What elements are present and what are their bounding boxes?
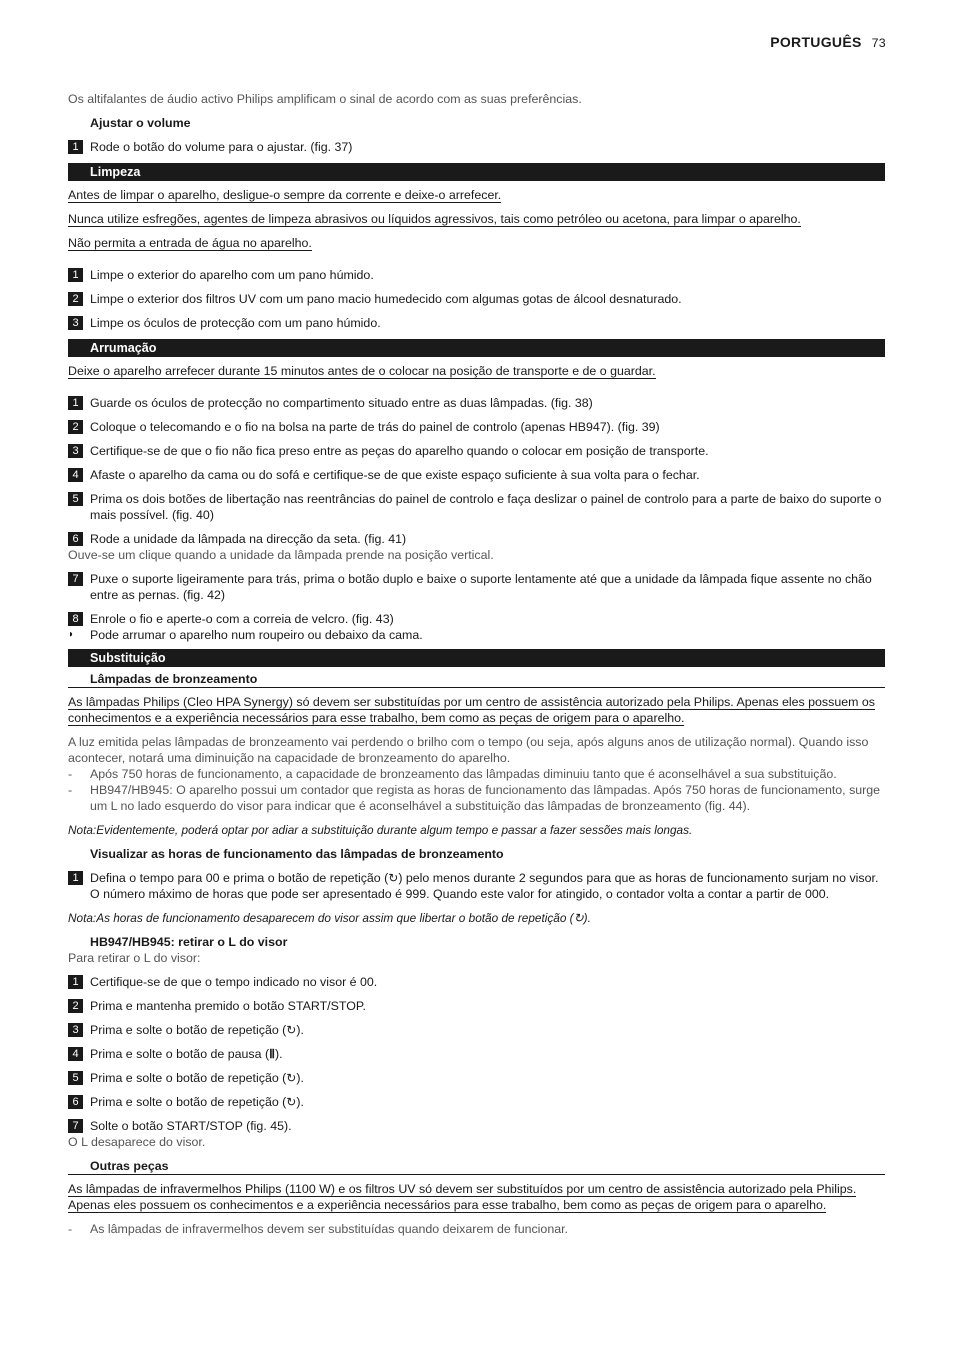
repeat-icon: ↻ (286, 1023, 297, 1037)
warning-text: Nunca utilize esfregões, agentes de limpeza abrasivos ou líquidos agressivos, tais como petróleo ou acetona, para limpar o aparelho. (68, 212, 801, 226)
section-substituicao: Substituição (68, 649, 885, 667)
warning-text: As lâmpadas de infravermelhos Philips (1100 W) e os filtros UV só devem ser substituídos por um centro de assistência autorizado pela Philips. Apenas eles possuem os conhecimentos e a experiência necessários para esse trabalho, bem como as peças de origem para o aparelho. (68, 1182, 857, 1212)
section-limpeza: Limpeza (68, 163, 885, 181)
pause-icon: Ⅱ (269, 1047, 275, 1061)
step-number: 1 (68, 140, 83, 154)
repeat-icon: ↻ (573, 911, 584, 925)
list-item: 8 Enrole o fio e aperte-o com a correia de velcro. (fig. 43) (68, 611, 885, 627)
page-header (770, 34, 886, 50)
repeat-icon: ↻ (286, 1071, 297, 1085)
list-item: - HB947/HB945: O aparelho possui um contador que regista as horas de funcionamento das lâmpadas. Após 750 horas de funcionamento, surge um L no lado esquerdo do visor para indicar que é aconselhável a substituição das lâmpadas de bronzeamento (fig. 44). (68, 783, 881, 813)
language-label: PORTUGUÊS (770, 34, 862, 50)
warning-text: Antes de limpar o aparelho, desligue-o sempre da corrente e deixe-o arrefecer. (68, 188, 502, 202)
list-item: 3 Limpe os óculos de protecção com um pano húmido. (68, 315, 885, 331)
list-item: 2 Prima e mantenha premido o botão START/STOP. (68, 998, 885, 1014)
hb-intro: Para retirar o L do visor: (68, 951, 201, 965)
warning-text: Não permita a entrada de água no aparelho. (68, 236, 312, 250)
list-item: 7 Solte o botão START/STOP (fig. 45). (68, 1118, 885, 1134)
list-item: - Após 750 horas de funcionamento, a capacidade de bronzeamento das lâmpadas diminuiu tanto que é aconselhável a sua substituição. (68, 767, 837, 781)
list-item: ◗ Pode arrumar o aparelho num roupeiro ou debaixo da cama. (68, 628, 423, 642)
intro-text: Os altifalantes de áudio activo Philips amplificam o sinal de acordo com as suas preferências. (68, 92, 582, 106)
list-item: 3 Prima e solte o botão de repetição (↻). (68, 1022, 885, 1038)
bullet-icon: ◗ (68, 629, 75, 640)
warning-text: Deixe o aparelho arrefecer durante 15 minutos antes de o colocar na posição de transporte e de o guardar. (68, 364, 656, 378)
list-item: 6 Rode a unidade da lâmpada na direcção da seta. (fig. 41) (68, 531, 885, 547)
list-item: 6 Prima e solte o botão de repetição (↻). (68, 1094, 885, 1110)
step-result: O L desaparece do visor. (68, 1135, 206, 1149)
volume-title: Ajustar o volume (90, 116, 191, 130)
list-item: 5 Prima e solte o botão de repetição (↻). (68, 1070, 885, 1086)
list-item: 1 Certifique-se de que o tempo indicado no visor é 00. (68, 974, 885, 990)
section-arrumacao: Arrumação (68, 339, 885, 357)
repeat-icon: ↻ (286, 1095, 297, 1109)
hb-title: HB947/HB945: retirar o L do visor (90, 935, 288, 949)
other-title: Outras peças (68, 1158, 885, 1175)
list-item: 1 Limpe o exterior do aparelho com um pano húmido. (68, 267, 885, 283)
note-text: Nota:As horas de funcionamento desaparecem do visor assim que libertar o botão de repetição (↻). (68, 911, 591, 925)
list-item: 1 Rode o botão do volume para o ajustar. (fig. 37) (68, 139, 885, 155)
list-item: 1 Guarde os óculos de protecção no compartimento situado entre as duas lâmpadas. (fig. 38) (68, 395, 885, 411)
page-number: 73 (871, 36, 886, 50)
list-item: 2 Limpe o exterior dos filtros UV com um pano macio humedecido com algumas gotas de álcool desnaturado. (68, 291, 885, 307)
list-item: 2 Coloque o telecomando e o fio na bolsa na parte de trás do painel de controlo (apenas HB947). (fig. 39) (68, 419, 885, 435)
list-item: 4 Afaste o aparelho da cama ou do sofá e certifique-se de que existe espaço suficiente à sua volta para o fechar. (68, 467, 885, 483)
list-item: 3 Certifique-se de que o fio não fica preso entre as peças do aparelho quando o colocar em posição de transporte. (68, 443, 885, 459)
hours-title: Visualizar as horas de funcionamento das lâmpadas de bronzeamento (90, 847, 504, 861)
note-text: Nota:Evidentemente, poderá optar por adiar a substituição durante algum tempo e passar a fazer sessões mais longas. (68, 823, 693, 837)
list-item: 5 Prima os dois botões de libertação nas reentrâncias do painel de controlo e faça deslizar o painel de controlo para a parte de baixo do suporte o mais possível. (fig. 40) (68, 491, 885, 523)
step-result: Ouve-se um clique quando a unidade da lâmpada prende na posição vertical. (68, 548, 494, 562)
lamps-title: Lâmpadas de bronzeamento (68, 671, 885, 688)
page-content (68, 91, 885, 1237)
list-item: 1 Defina o tempo para 00 e prima o botão de repetição (↻) pelo menos durante 2 segundos para que as horas de funcionamento surjam no visor. O número máximo de horas que pode ser apresentado é 999. Quando este valor for atingido, o contador volta a contar a partir de 000. (68, 870, 885, 902)
list-item: - As lâmpadas de infravermelhos devem ser substituídas quando deixarem de funcionar. (68, 1222, 568, 1236)
warning-text: As lâmpadas Philips (Cleo HPA Synergy) só devem ser substituídas por um centro de assistência autorizado pela Philips. Apenas eles possuem os conhecimentos e a experiência necessários para esse trabalho, bem como as peças de origem para o aparelho. (68, 695, 875, 725)
info-text: A luz emitida pelas lâmpadas de bronzeamento vai perdendo o brilho com o tempo (ou seja, após alguns anos de utilização normal). Quando isso acontecer, notará uma diminuição na capacidade de bronzeamento do aparelho. (68, 735, 869, 765)
repeat-icon: ↻ (388, 871, 399, 885)
list-item: 7 Puxe o suporte ligeiramente para trás, prima o botão duplo e baixe o suporte lentamente até que a unidade da lâmpada fique assente no chão entre as pernas. (fig. 42) (68, 571, 885, 603)
list-item: 4 Prima e solte o botão de pausa (Ⅱ). (68, 1046, 885, 1062)
